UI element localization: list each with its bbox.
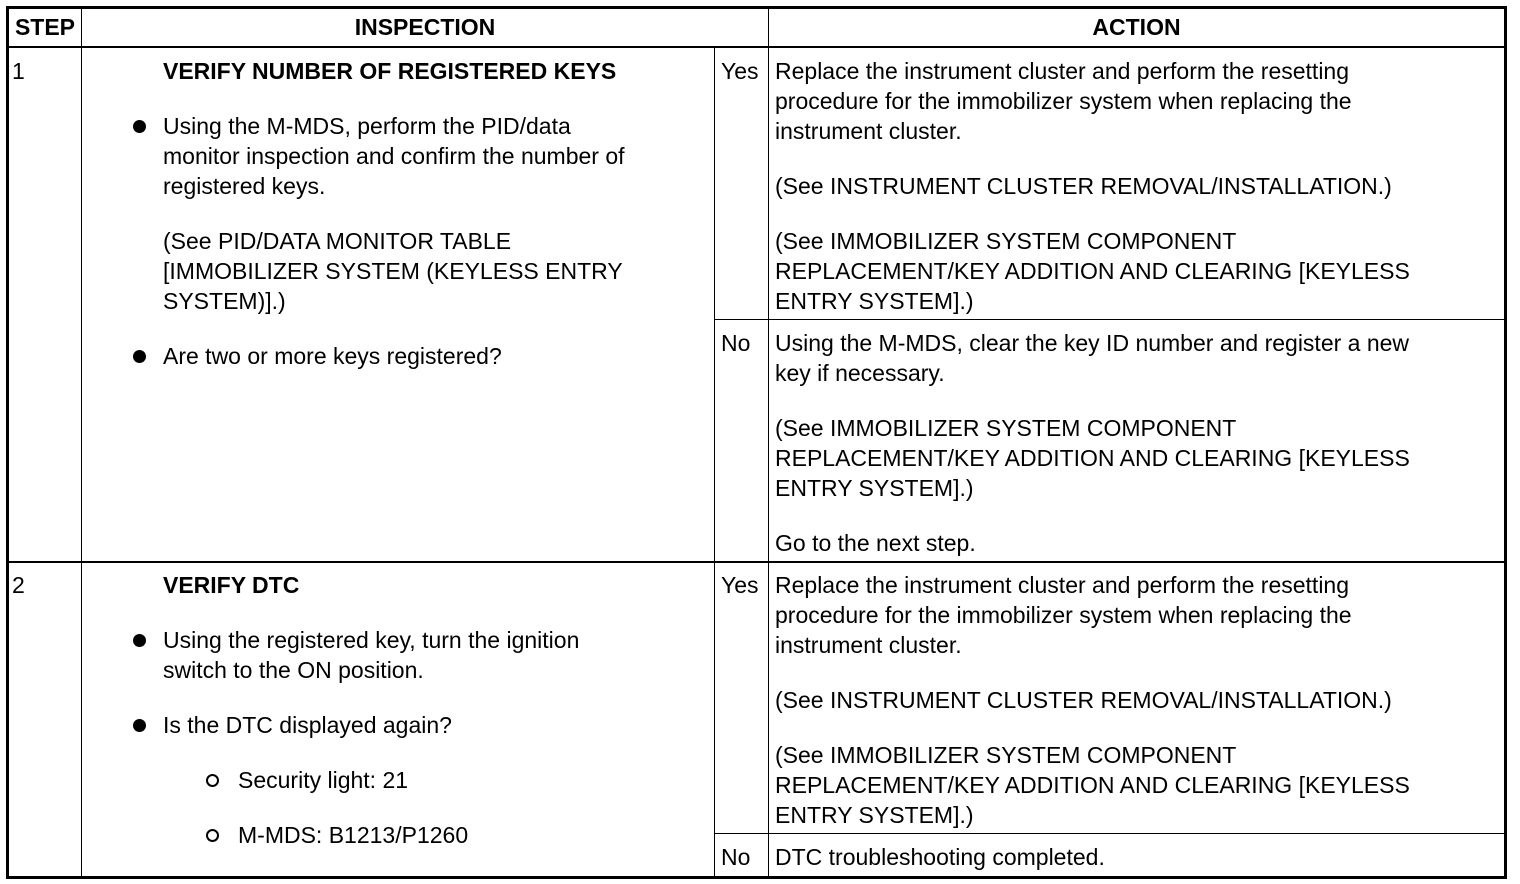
action-text: Replace the instrument cluster and perform the resetting procedure for the immobilizer system when replacing the instrument cluster. bbox=[775, 572, 1352, 658]
inspection-sub-item: M-MDS: B1213/P1260 bbox=[238, 822, 469, 848]
no-label: No bbox=[721, 330, 751, 356]
divider-action-col bbox=[768, 6, 769, 879]
inspection-question: Are two or more keys registered? bbox=[163, 343, 502, 369]
action-reference: (See INSTRUMENT CLUSTER REMOVAL/INSTALLATION.) bbox=[775, 687, 1392, 713]
bullet-icon bbox=[133, 120, 146, 133]
action-text: DTC troubleshooting completed. bbox=[775, 844, 1105, 870]
action-text: Using the M-MDS, clear the key ID number and register a new key if necessary. bbox=[775, 330, 1410, 386]
action-reference: (See IMMOBILIZER SYSTEM COMPONENT REPLACEMENT/KEY ADDITION AND CLEARING [KEYLESS ENTRY SYSTEM].) bbox=[775, 742, 1410, 828]
divider-step2-yes-no bbox=[714, 833, 1507, 834]
action-next-step: Go to the next step. bbox=[775, 530, 976, 556]
divider-yesno-col bbox=[714, 47, 715, 879]
inspection-reference: (See PID/DATA MONITOR TABLE [IMMOBILIZER SYSTEM (KEYLESS ENTRY SYSTEM)].) bbox=[163, 228, 623, 314]
sub-bullet-icon bbox=[206, 829, 219, 842]
divider-step-rows bbox=[6, 561, 1507, 563]
step-title: VERIFY DTC bbox=[163, 572, 300, 598]
step-title: VERIFY NUMBER OF REGISTERED KEYS bbox=[163, 58, 617, 84]
divider-step1-yes-no bbox=[714, 319, 1507, 320]
header-inspection: INSPECTION bbox=[354, 14, 496, 40]
yes-label: Yes bbox=[721, 572, 759, 598]
troubleshooting-table bbox=[6, 6, 1507, 879]
action-reference: (See IMMOBILIZER SYSTEM COMPONENT REPLACEMENT/KEY ADDITION AND CLEARING [KEYLESS ENTRY SYSTEM].) bbox=[775, 228, 1410, 314]
action-reference: (See IMMOBILIZER SYSTEM COMPONENT REPLACEMENT/KEY ADDITION AND CLEARING [KEYLESS ENTRY SYSTEM].) bbox=[775, 415, 1410, 501]
inspection-question: Is the DTC displayed again? bbox=[163, 712, 452, 738]
inspection-bullet: Using the M-MDS, perform the PID/data monitor inspection and confirm the number of registered keys. bbox=[163, 113, 625, 199]
bullet-icon bbox=[133, 634, 146, 647]
divider-step-col bbox=[81, 6, 82, 879]
inspection-sub-item: Security light: 21 bbox=[238, 767, 409, 793]
bullet-icon bbox=[133, 719, 146, 732]
step-number: 1 bbox=[12, 58, 25, 84]
bullet-icon bbox=[133, 350, 146, 363]
step-number: 2 bbox=[12, 572, 25, 598]
action-text: Replace the instrument cluster and perform the resetting procedure for the immobilizer system when replacing the instrument cluster. bbox=[775, 58, 1352, 144]
header-step: STEP bbox=[14, 14, 76, 40]
no-label: No bbox=[721, 844, 751, 870]
header-action: ACTION bbox=[1092, 14, 1181, 40]
action-reference: (See INSTRUMENT CLUSTER REMOVAL/INSTALLATION.) bbox=[775, 173, 1392, 199]
sub-bullet-icon bbox=[206, 774, 219, 787]
yes-label: Yes bbox=[721, 58, 759, 84]
divider-header bbox=[6, 46, 1507, 48]
inspection-bullet: Using the registered key, turn the ignition switch to the ON position. bbox=[163, 627, 580, 683]
